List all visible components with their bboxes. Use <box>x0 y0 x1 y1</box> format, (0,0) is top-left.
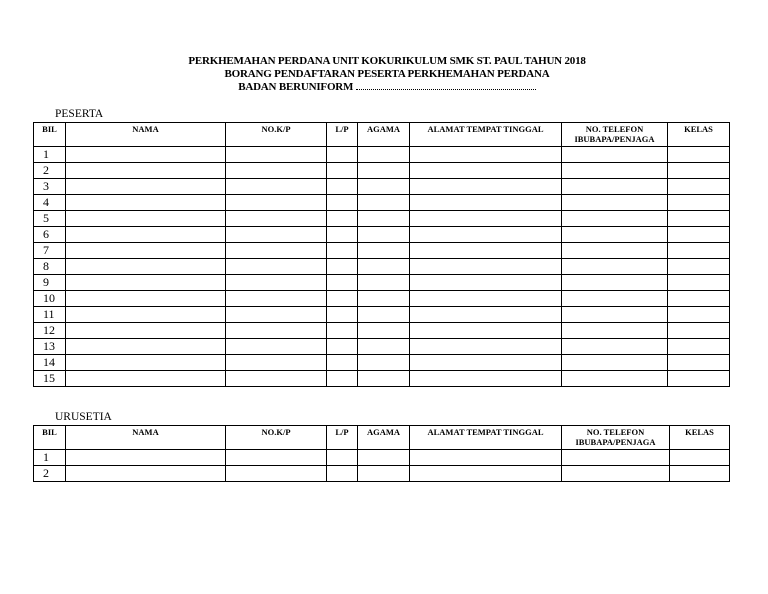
col-nama: NAMA <box>66 123 226 147</box>
agama-cell[interactable] <box>358 195 410 211</box>
nokp-cell[interactable] <box>226 466 327 482</box>
kelas-cell[interactable] <box>668 211 730 227</box>
row-number: 1 <box>34 450 66 466</box>
kelas-cell[interactable] <box>668 163 730 179</box>
peserta-row <box>34 323 730 339</box>
col-nama: NAMA <box>66 426 226 450</box>
alamat-cell[interactable] <box>410 323 562 339</box>
peserta-row <box>34 291 730 307</box>
nama-cell[interactable] <box>66 371 226 387</box>
kelas-cell[interactable] <box>668 195 730 211</box>
form-header <box>0 55 768 94</box>
lp-cell[interactable] <box>327 275 358 291</box>
peserta-table <box>33 122 730 387</box>
col-alamat: ALAMAT TEMPAT TINGGAL <box>410 426 562 450</box>
peserta-row <box>34 307 730 323</box>
telefon-cell[interactable] <box>562 195 668 211</box>
kelas-cell[interactable] <box>668 339 730 355</box>
agama-cell[interactable] <box>358 355 410 371</box>
alamat-cell[interactable] <box>410 339 562 355</box>
nama-cell[interactable] <box>66 307 226 323</box>
lp-cell[interactable] <box>327 179 358 195</box>
row-number: 13 <box>34 339 66 355</box>
row-number: 2 <box>34 163 66 179</box>
kelas-cell[interactable] <box>668 179 730 195</box>
nama-cell[interactable] <box>66 291 226 307</box>
kelas-cell[interactable] <box>668 243 730 259</box>
col-lp: L/P <box>327 123 358 147</box>
col-telefon-line2: IBUBAPA/PENJAGA <box>574 134 655 144</box>
peserta-row <box>34 147 730 163</box>
lp-cell[interactable] <box>327 307 358 323</box>
telefon-cell[interactable] <box>562 371 668 387</box>
lp-cell[interactable] <box>327 371 358 387</box>
peserta-row <box>34 211 730 227</box>
kelas-cell[interactable] <box>668 323 730 339</box>
agama-cell[interactable] <box>358 371 410 387</box>
alamat-cell[interactable] <box>410 466 562 482</box>
col-telefon <box>562 426 670 450</box>
peserta-row <box>34 259 730 275</box>
nokp-cell[interactable] <box>226 163 327 179</box>
col-telefon <box>562 123 668 147</box>
alamat-cell[interactable] <box>410 179 562 195</box>
alamat-cell[interactable] <box>410 275 562 291</box>
kelas-cell[interactable] <box>670 466 730 482</box>
urusetia-row <box>34 450 730 466</box>
nama-cell[interactable] <box>66 163 226 179</box>
kelas-cell[interactable] <box>668 307 730 323</box>
row-number: 7 <box>34 243 66 259</box>
row-number: 9 <box>34 275 66 291</box>
col-lp: L/P <box>327 426 358 450</box>
peserta-row <box>34 275 730 291</box>
row-number: 5 <box>34 211 66 227</box>
row-number: 11 <box>34 307 66 323</box>
col-nokp: NO.K/P <box>226 123 327 147</box>
nokp-cell[interactable] <box>226 259 327 275</box>
nama-cell[interactable] <box>66 450 226 466</box>
nama-cell[interactable] <box>66 179 226 195</box>
peserta-label: PESERTA <box>55 108 104 120</box>
agama-cell[interactable] <box>358 466 410 482</box>
alamat-cell[interactable] <box>410 211 562 227</box>
agama-cell[interactable] <box>358 211 410 227</box>
col-bil: BIL <box>34 426 66 450</box>
nama-cell[interactable] <box>66 259 226 275</box>
nokp-cell[interactable] <box>226 450 327 466</box>
urusetia-label: URUSETIA <box>55 411 112 423</box>
row-number: 12 <box>34 323 66 339</box>
agama-cell[interactable] <box>358 291 410 307</box>
nokp-cell[interactable] <box>226 243 327 259</box>
kelas-cell[interactable] <box>668 227 730 243</box>
lp-cell[interactable] <box>327 323 358 339</box>
telefon-cell[interactable] <box>562 339 668 355</box>
alamat-cell[interactable] <box>410 195 562 211</box>
nama-cell[interactable] <box>66 211 226 227</box>
telefon-cell[interactable] <box>562 291 668 307</box>
peserta-row <box>34 179 730 195</box>
peserta-row <box>34 371 730 387</box>
lp-cell[interactable] <box>327 291 358 307</box>
agama-cell[interactable] <box>358 339 410 355</box>
telefon-cell[interactable] <box>562 355 668 371</box>
lp-cell[interactable] <box>327 355 358 371</box>
telefon-cell[interactable] <box>562 466 670 482</box>
col-telefon-line2: IBUBAPA/PENJAGA <box>575 437 656 447</box>
alamat-cell[interactable] <box>410 243 562 259</box>
telefon-cell[interactable] <box>562 227 668 243</box>
alamat-cell[interactable] <box>410 450 562 466</box>
alamat-cell[interactable] <box>410 355 562 371</box>
telefon-cell[interactable] <box>562 179 668 195</box>
nokp-cell[interactable] <box>226 275 327 291</box>
row-number: 3 <box>34 179 66 195</box>
row-number: 1 <box>34 147 66 163</box>
alamat-cell[interactable] <box>410 163 562 179</box>
telefon-cell[interactable] <box>562 243 668 259</box>
nama-cell[interactable] <box>66 275 226 291</box>
agama-cell[interactable] <box>358 307 410 323</box>
kelas-cell[interactable] <box>670 450 730 466</box>
col-agama: AGAMA <box>358 426 410 450</box>
urusetia-header-row <box>34 426 730 450</box>
lp-cell[interactable] <box>327 259 358 275</box>
peserta-row <box>34 243 730 259</box>
lp-cell[interactable] <box>327 211 358 227</box>
agama-cell[interactable] <box>358 147 410 163</box>
lp-cell[interactable] <box>327 195 358 211</box>
kelas-cell[interactable] <box>668 275 730 291</box>
kelas-cell[interactable] <box>668 355 730 371</box>
col-nokp: NO.K/P <box>226 426 327 450</box>
nokp-cell[interactable] <box>226 147 327 163</box>
nokp-cell[interactable] <box>226 307 327 323</box>
nokp-cell[interactable] <box>226 371 327 387</box>
urusetia-row <box>34 466 730 482</box>
col-kelas: KELAS <box>670 426 730 450</box>
telefon-cell[interactable] <box>562 259 668 275</box>
nokp-cell[interactable] <box>226 195 327 211</box>
telefon-cell[interactable] <box>562 275 668 291</box>
row-number: 4 <box>34 195 66 211</box>
col-kelas: KELAS <box>668 123 730 147</box>
kelas-cell[interactable] <box>668 259 730 275</box>
alamat-cell[interactable] <box>410 291 562 307</box>
header-unit-label: BADAN BERUNIFORM <box>238 81 354 93</box>
col-telefon-line1: NO. TELEFON <box>586 427 645 437</box>
agama-cell[interactable] <box>358 323 410 339</box>
row-number: 10 <box>34 291 66 307</box>
alamat-cell[interactable] <box>410 259 562 275</box>
nama-cell[interactable] <box>66 227 226 243</box>
alamat-cell[interactable] <box>410 371 562 387</box>
telefon-cell[interactable] <box>562 147 668 163</box>
peserta-rows <box>34 147 730 387</box>
col-bil: BIL <box>34 123 66 147</box>
peserta-row <box>34 227 730 243</box>
unit-name-blank[interactable] <box>356 81 536 90</box>
alamat-cell[interactable] <box>410 307 562 323</box>
col-agama: AGAMA <box>358 123 410 147</box>
lp-cell[interactable] <box>327 339 358 355</box>
header-unit-line <box>6 81 768 94</box>
kelas-cell[interactable] <box>668 291 730 307</box>
nokp-cell[interactable] <box>226 211 327 227</box>
nama-cell[interactable] <box>66 466 226 482</box>
lp-cell[interactable] <box>327 147 358 163</box>
agama-cell[interactable] <box>358 227 410 243</box>
agama-cell[interactable] <box>358 259 410 275</box>
urusetia-table <box>33 425 730 482</box>
row-number: 8 <box>34 259 66 275</box>
agama-cell[interactable] <box>358 243 410 259</box>
peserta-row <box>34 339 730 355</box>
lp-cell[interactable] <box>327 227 358 243</box>
row-number: 6 <box>34 227 66 243</box>
header-subtitle: BORANG PENDAFTARAN PESERTA PERKHEMAHAN PERDANA <box>224 68 550 80</box>
nama-cell[interactable] <box>66 323 226 339</box>
lp-cell[interactable] <box>327 243 358 259</box>
nokp-cell[interactable] <box>226 179 327 195</box>
kelas-cell[interactable] <box>668 147 730 163</box>
telefon-cell[interactable] <box>562 450 670 466</box>
row-number: 14 <box>34 355 66 371</box>
nama-cell[interactable] <box>66 243 226 259</box>
nokp-cell[interactable] <box>226 291 327 307</box>
col-alamat: ALAMAT TEMPAT TINGGAL <box>410 123 562 147</box>
col-telefon-line1: NO. TELEFON <box>585 124 644 134</box>
nama-cell[interactable] <box>66 355 226 371</box>
lp-cell[interactable] <box>327 466 358 482</box>
kelas-cell[interactable] <box>668 371 730 387</box>
row-number: 15 <box>34 371 66 387</box>
telefon-cell[interactable] <box>562 323 668 339</box>
nama-cell[interactable] <box>66 195 226 211</box>
agama-cell[interactable] <box>358 275 410 291</box>
row-number: 2 <box>34 466 66 482</box>
agama-cell[interactable] <box>358 450 410 466</box>
nokp-cell[interactable] <box>226 355 327 371</box>
telefon-cell[interactable] <box>562 211 668 227</box>
header-title: PERKHEMAHAN PERDANA UNIT KOKURIKULUM SMK ST. PAUL TAHUN 2018 <box>188 55 586 67</box>
nokp-cell[interactable] <box>226 227 327 243</box>
peserta-header-row <box>34 123 730 147</box>
nokp-cell[interactable] <box>226 339 327 355</box>
nama-cell[interactable] <box>66 339 226 355</box>
peserta-row <box>34 163 730 179</box>
telefon-cell[interactable] <box>562 163 668 179</box>
telefon-cell[interactable] <box>562 307 668 323</box>
urusetia-rows <box>34 450 730 482</box>
peserta-row <box>34 195 730 211</box>
peserta-row <box>34 355 730 371</box>
lp-cell[interactable] <box>327 450 358 466</box>
nama-cell[interactable] <box>66 147 226 163</box>
alamat-cell[interactable] <box>410 147 562 163</box>
nokp-cell[interactable] <box>226 323 327 339</box>
agama-cell[interactable] <box>358 163 410 179</box>
lp-cell[interactable] <box>327 163 358 179</box>
agama-cell[interactable] <box>358 179 410 195</box>
alamat-cell[interactable] <box>410 227 562 243</box>
